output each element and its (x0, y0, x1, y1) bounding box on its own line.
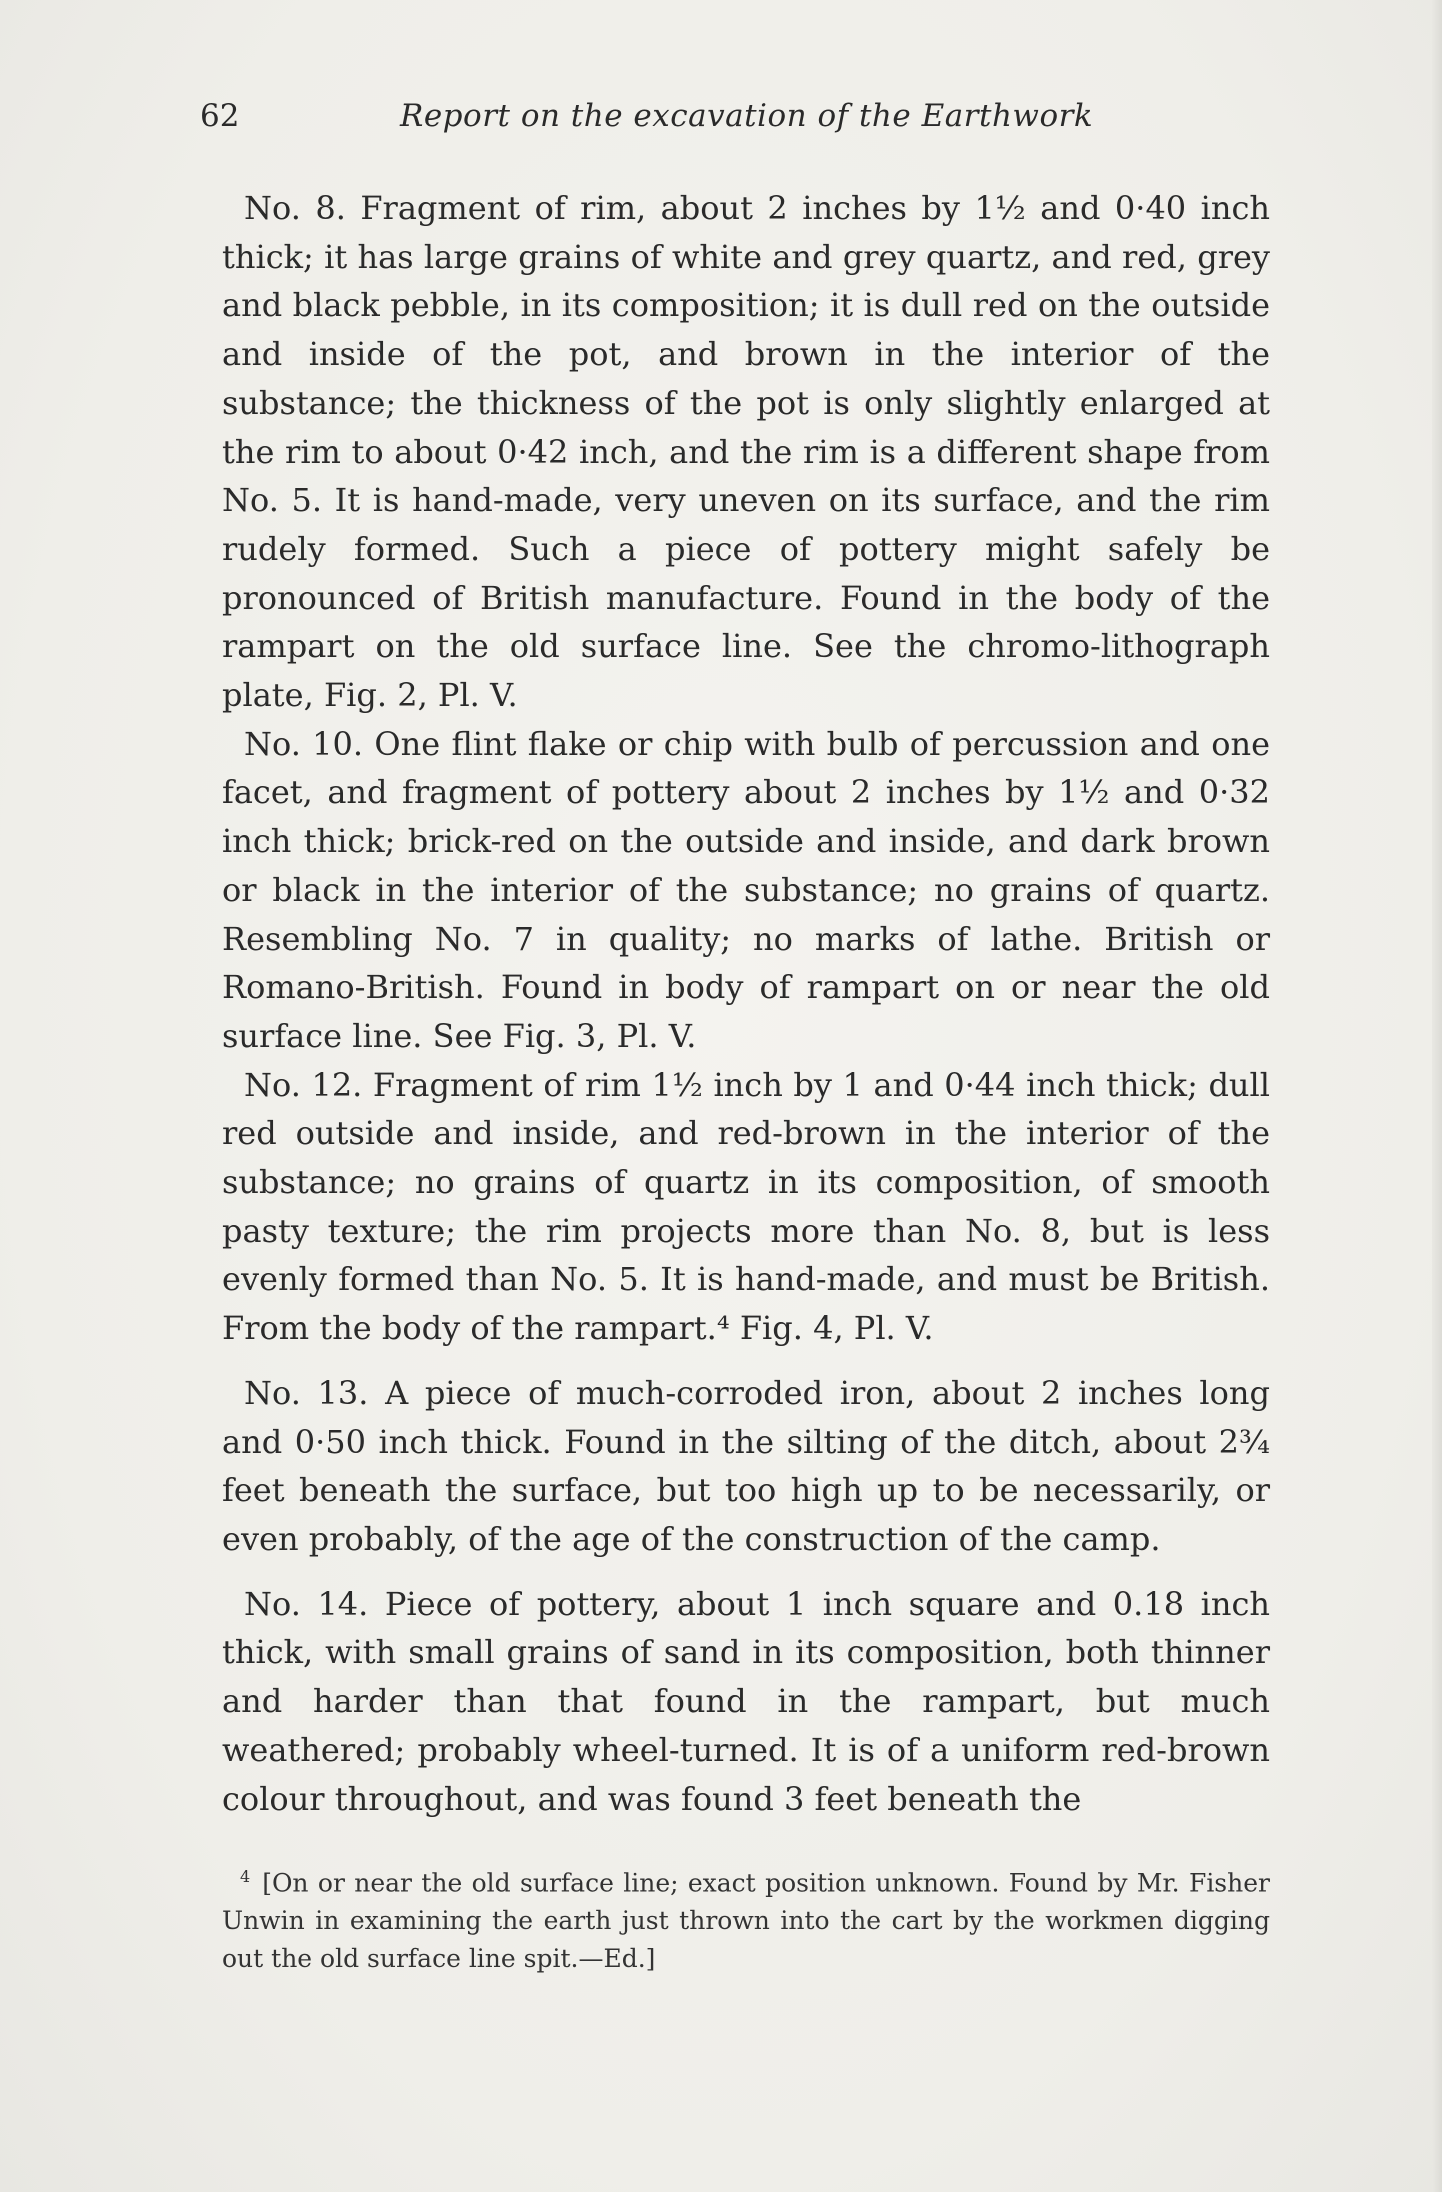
paragraph-no-8: No. 8. Fragment of rim, about 2 inches by 1½ and 0·40 inch thick; it has large grains of white and grey quartz, and red, grey and black pebble, in its composition; it is dull red on the outside and inside of the pot, and brown in the interior of the substance; the thickness of the pot is only slightly enlarged at the rim to about 0·42 inch, and the rim is a different shape from No. 5. It is hand-made, very uneven on its surface, and the rim rudely formed. Such a piece of pottery might safely be pronounced of British manufacture. Found in the body of the rampart on the old surface line. See the chromo-lithograph plate, Fig. 2, Pl. V. (222, 189, 1270, 715)
footnote-marker: 4 (240, 1867, 251, 1886)
paragraph-no-10: No. 10. One flint flake or chip with bulb of percussion and one facet, and fragment of pottery about 2 inches by 1½ and 0·32 inch thick; brick-red on the outside and inside, and dark brown or black in the interior of the substance; no grains of quartz. Resembling No. 7 in quality; no marks of lathe. British or Romano-British. Found in body of rampart on or near the old surface line. See Fig. 3, Pl. V. (222, 724, 1270, 1055)
page-number: 62 (200, 98, 240, 134)
body-text (222, 184, 1270, 1823)
page-header (200, 98, 1270, 142)
paragraph-no-13: No. 13. A piece of much-corroded iron, about 2 inches long and 0·50 inch thick. Found in the silting of the ditch, about 2¾ feet beneath the surface, but too high up to be necessarily, or even probably, of the age of the construction of the camp. (222, 1373, 1270, 1558)
paragraph-no-14: No. 14. Piece of pottery, about 1 inch square and 0.18 inch thick, with small grains of sand in its composition, both thinner and harder than that found in the rampart, but much weathered; probably wheel-turned. It is of a uniform red-brown colour throughout, and was found 3 feet beneath the (222, 1584, 1270, 1818)
footnote-text: [On or near the old surface line; exact position unknown. Found by Mr. Fisher Unwin in examining the earth just thrown into the cart by the workmen digging out the old surface line spit.—Ed.] (222, 1868, 1270, 1974)
paragraph-no-12: No. 12. Fragment of rim 1½ inch by 1 and 0·44 inch thick; dull red outside and inside, and red-brown in the interior of the substance; no grains of quartz in its composition, of smooth pasty texture; the rim projects more than No. 8, but is less evenly formed than No. 5. It is hand-made, and must be British. From the body of the rampart.⁴ Fig. 4, Pl. V. (222, 1065, 1270, 1348)
footnote (222, 1858, 1270, 1978)
running-title: Report on the excavation of the Earthwork (400, 98, 1094, 134)
page-edge-shadow (1432, 0, 1442, 2192)
